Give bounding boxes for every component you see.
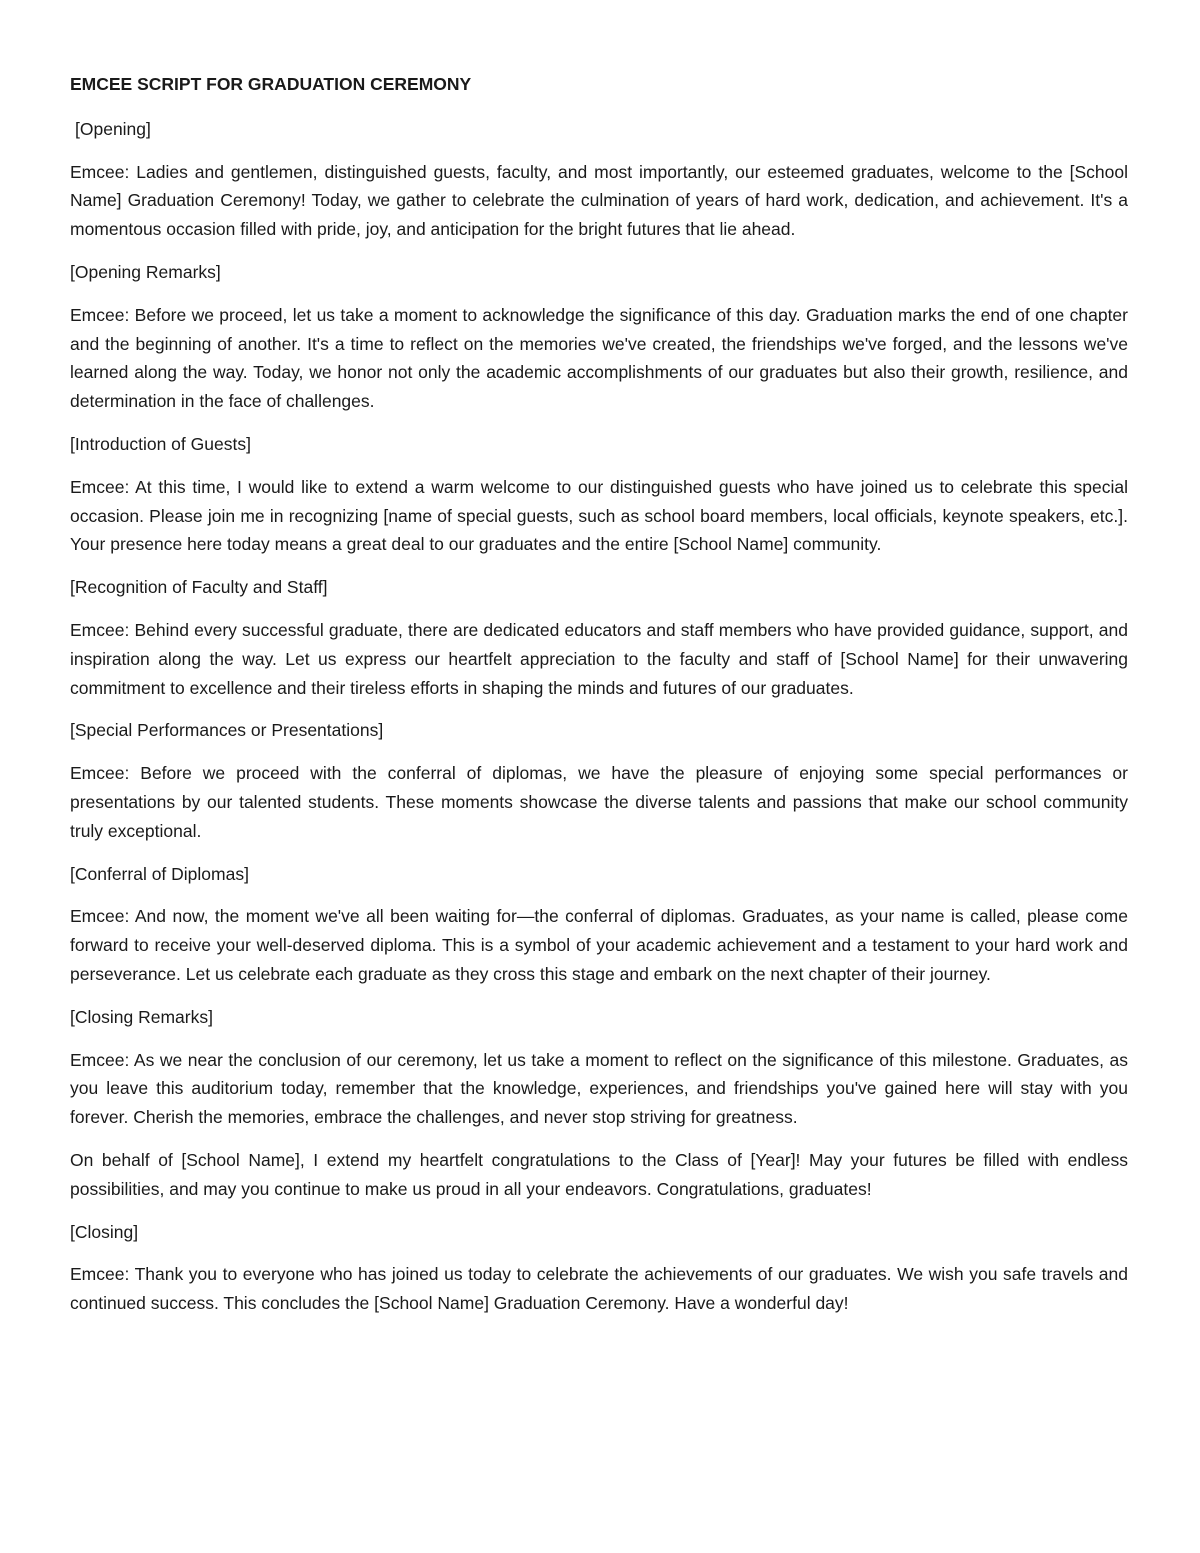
section-heading: [Recognition of Faculty and Staff] (70, 577, 328, 598)
section-heading: [Closing Remarks] (70, 1006, 213, 1027)
section-heading: [Closing] (70, 1221, 139, 1242)
section-paragraph: On behalf of [School Name], I extend my heartfelt congratulations to the Class of [Year]! May your futures be filled with endless possibilities, and may you continue to make us proud in all your endeavors. Congratulations, graduates! (70, 1149, 1128, 1199)
section-paragraph: Emcee: At this time, I would like to extend a warm welcome to our distinguished guests who have joined us to celebrate this special occasion. Please join me in recognizing [name of special guests, such as school board members, local officials, keynote speakers, etc.]. Your presence here today means a great deal to our graduates and the entire [School Name] community. (70, 476, 1128, 555)
section-paragraph: Emcee: As we near the conclusion of our ceremony, let us take a moment to reflect on the significance of this milestone. Graduates, as you leave this auditorium today, remember that the knowledge, experiences, and friendships you've gained here will stay with you forever. Cherish the memories, embrace the challenges, and never stop striving for greatness. (70, 1049, 1128, 1128)
section-paragraph: Emcee: Behind every successful graduate, there are dedicated educators and staff members who have provided guidance, support, and inspiration along the way. Let us express our heartfelt appreciation to the faculty and staff of [School Name] for their unwavering commitment to excellence and their tireless efforts in shaping the minds and futures of our graduates. (70, 619, 1128, 698)
document-page (70, 70, 1128, 1332)
section-heading: [Conferral of Diplomas] (70, 863, 249, 884)
section-introduction-of-guests (70, 430, 1128, 559)
section-heading: [Introduction of Guests] (70, 433, 251, 454)
section-opening-remarks (70, 258, 1128, 416)
section-closing-remarks (70, 1003, 1128, 1204)
section-heading: [Opening] (75, 118, 151, 139)
section-recognition-of-faculty (70, 573, 1128, 702)
section-paragraph: Emcee: Ladies and gentlemen, distinguished guests, faculty, and most importantly, our esteemed graduates, welcome to the [School Name] Graduation Ceremony! Today, we gather to celebrate the culmination of years of hard work, dedication, and achievement. It's a momentous occasion filled with pride, joy, and anticipation for the bright futures that lie ahead. (70, 161, 1128, 240)
section-paragraph: Emcee: Thank you to everyone who has joined us today to celebrate the achievements of our graduates. We wish you safe travels and continued success. This concludes the [School Name] Graduation Ceremony. Have a wonderful day! (70, 1264, 1128, 1314)
section-heading: [Opening Remarks] (70, 261, 221, 282)
section-special-performances (70, 716, 1128, 845)
section-opening (70, 115, 1128, 244)
section-paragraph: Emcee: Before we proceed, let us take a moment to acknowledge the significance of this day. Graduation marks the end of one chapter and the beginning of another. It's a time to reflect on the memories we've created, the friendships we've forged, and the lessons we've learned along the way. Today, we honor not only the academic accomplishments of our graduates but also their growth, resilience, and determination in the face of challenges. (70, 304, 1128, 412)
section-conferral-of-diplomas (70, 860, 1128, 989)
section-heading: [Special Performances or Presentations] (70, 720, 384, 741)
section-closing (70, 1218, 1128, 1318)
section-paragraph: Emcee: And now, the moment we've all been waiting for—the conferral of diplomas. Graduates, as your name is called, please come forward to receive your well-deserved diploma. This is a symbol of your academic achievement and a testament to your hard work and perseverance. Let us celebrate each graduate as they cross this stage and embark on the next chapter of their journey. (70, 906, 1128, 984)
section-paragraph: Emcee: Before we proceed with the conferral of diplomas, we have the pleasure of enjoying some special performances or presentations by our talented students. These moments showcase the diverse talents and passions that make our school community truly exceptional. (70, 763, 1128, 841)
document-title: EMCEE SCRIPT FOR GRADUATION CEREMONY (70, 74, 472, 94)
